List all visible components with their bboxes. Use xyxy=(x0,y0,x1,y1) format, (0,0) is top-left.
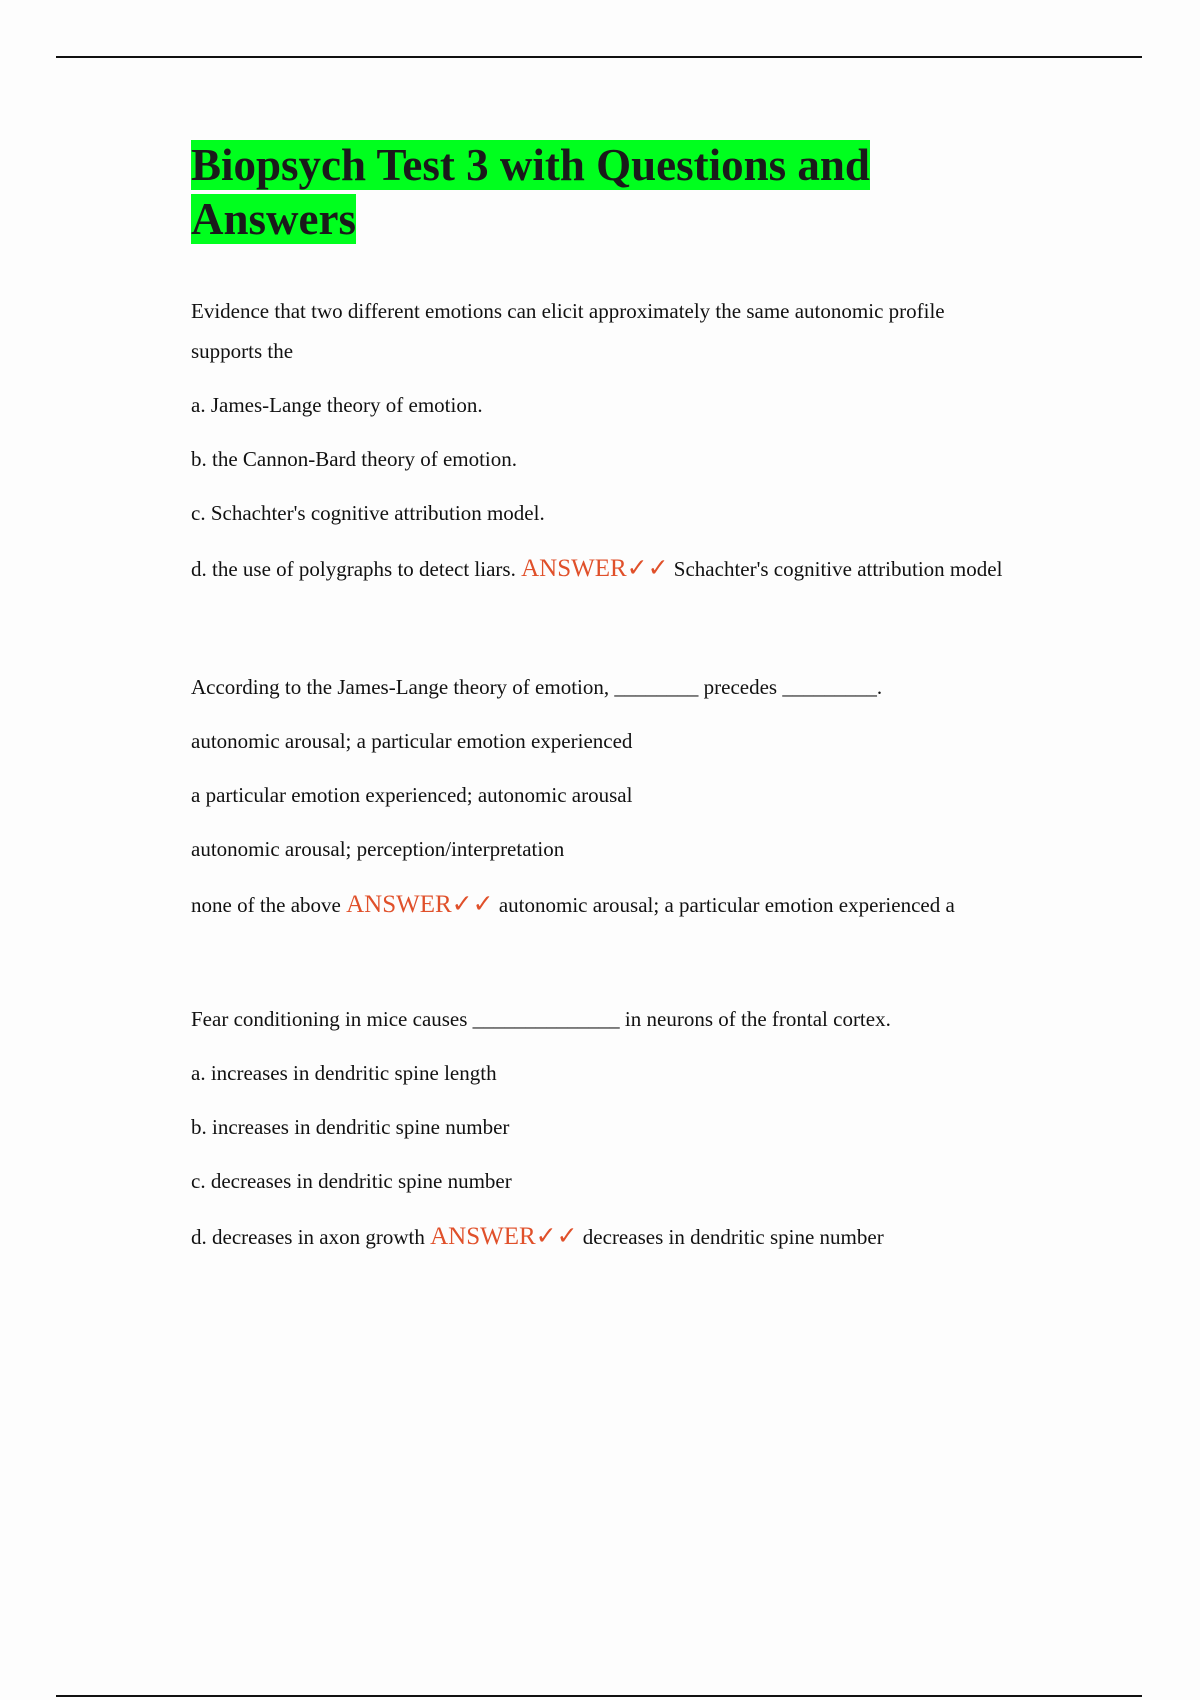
option-a: a. increases in dendritic spine length xyxy=(191,1061,497,1085)
answer-text: Schachter's cognitive attribution model xyxy=(673,557,1003,581)
option-2: a particular emotion experienced; autonomic arousal xyxy=(191,783,633,807)
answer-line xyxy=(191,547,1021,591)
answer-line xyxy=(191,1215,1021,1259)
option-c: c. decreases in dendritic spine number xyxy=(191,1169,512,1193)
option-b: b. increases in dendritic spine number xyxy=(191,1115,510,1139)
question-2 xyxy=(191,667,1021,927)
title-highlight: Biopsych Test 3 with Questions and Answers xyxy=(191,140,870,244)
option-c: c. Schachter's cognitive attribution model. xyxy=(191,501,545,525)
question-stem: Fear conditioning in mice causes ______________ in neurons of the frontal cortex. xyxy=(191,1007,891,1031)
option-1: autonomic arousal; a particular emotion experienced xyxy=(191,729,633,753)
answer-label: ANSWER✓✓ xyxy=(430,1223,578,1250)
answer-label: ANSWER✓✓ xyxy=(521,555,669,582)
answer-label: ANSWER✓✓ xyxy=(346,891,494,918)
question-3 xyxy=(191,999,1021,1259)
answer-text: autonomic arousal; a particular emotion experienced a xyxy=(498,893,955,917)
top-rule xyxy=(56,56,1142,58)
question-stem: Evidence that two different emotions can elicit approximately the same autonomic profile supports the xyxy=(191,299,945,363)
option-d: d. decreases in axon growth xyxy=(191,1225,425,1249)
bottom-rule xyxy=(56,1695,1142,1697)
question-stem: According to the James-Lange theory of emotion, ________ precedes _________. xyxy=(191,675,883,699)
option-d: d. the use of polygraphs to detect liars. xyxy=(191,557,516,581)
option-a: a. James-Lange theory of emotion. xyxy=(191,393,483,417)
document-title xyxy=(191,138,1021,246)
document-body xyxy=(191,138,1021,1259)
option-3: autonomic arousal; perception/interpretation xyxy=(191,837,565,861)
option-b: b. the Cannon-Bard theory of emotion. xyxy=(191,447,518,471)
question-1 xyxy=(191,291,1021,591)
option-4: none of the above xyxy=(191,893,341,917)
answer-line xyxy=(191,883,1021,927)
answer-text: decreases in dendritic spine number xyxy=(582,1225,884,1249)
